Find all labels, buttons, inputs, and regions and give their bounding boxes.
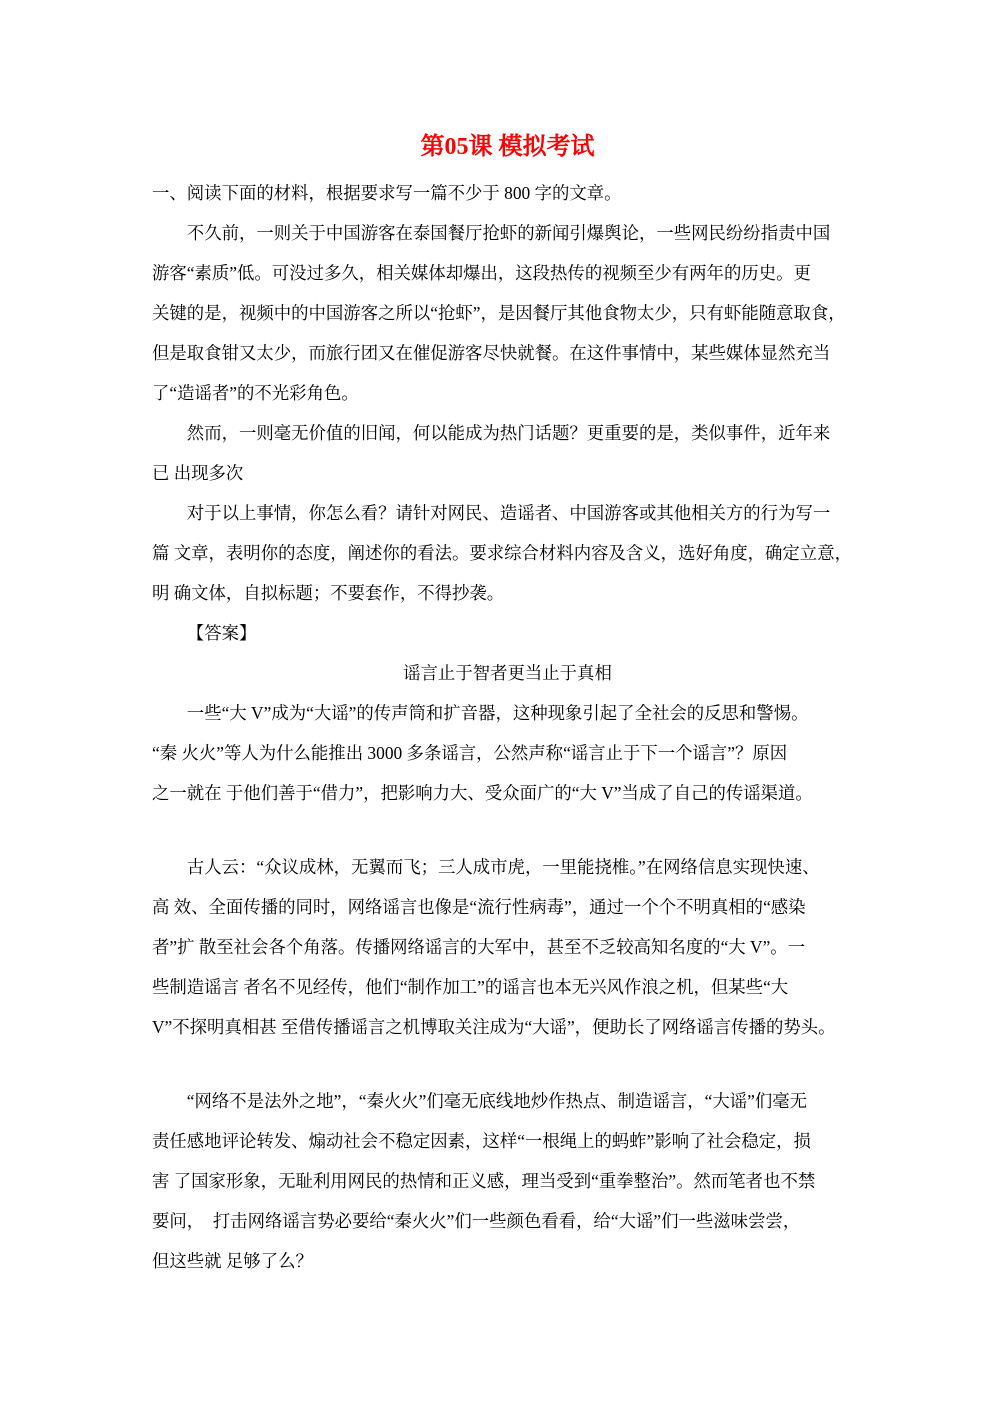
- essay-line: 一些“大 V”成为“大谣”的传声筒和扩音器，这种现象引起了全社会的反思和警惕。: [186, 703, 809, 723]
- essay-line: V”不探明真相甚 至借传播谣言之机博取关注成为“大谣”，便助长了网络谣言传播的势头。: [152, 1017, 836, 1037]
- material-line: 了“造谣者”的不光彩角色。: [152, 383, 359, 403]
- essay-line: 古人云：“众议成林，无翼而飞；三人成市虎，一里能挠椎。”在网络信息实现快速、: [186, 857, 820, 877]
- essay-line: 之一就在 于他们善于“借力”，把影响力大、受众面广的“大 V”当成了自己的传谣渠道。: [152, 783, 813, 803]
- essay-line: “秦 火火”等人为什么能推出 3000 多条谣言，公然声称“谣言止于下一个谣言”？原因: [152, 743, 788, 763]
- essay-line: 但这些就 足够了么？: [152, 1251, 313, 1271]
- material-line: 篇 文章，表明你的态度，阐述你的看法。要求综合材料内容及含义，选好角度，确定立意，: [152, 543, 852, 563]
- essay-line: 责任感地评论转发、煽动社会不稳定因素，这样“一根绳上的蚂蚱”影响了社会稳定，损: [152, 1131, 811, 1151]
- question-prompt: 一、阅读下面的材料，根据要求写一篇不少于 800 字的文章。: [152, 183, 622, 203]
- essay-line: 者”扩 散至社会各个角落。传播网络谣言的大军中，甚至不乏较高知名度的“大 V”。一: [152, 937, 806, 957]
- material-line: 不久前，一则关于中国游客在泰国餐厅抢虾的新闻引爆舆论，一些网民纷纷指责中国: [186, 223, 831, 243]
- essay-title: 谣言止于智者更当止于真相: [403, 663, 612, 683]
- essay-line: 要问， 打击网络谣言势必要给“秦火火”们一些颜色看看，给“大谣”们一些滋味尝尝，: [152, 1211, 801, 1231]
- material-line: 对于以上事情，你怎么看？请针对网民、造谣者、中国游客或其他相关方的行为写一: [186, 503, 831, 523]
- essay-line: 害 了国家形象，无耻利用网民的热情和正义感，理当受到“重拳整治”。然而笔者也不禁: [152, 1171, 816, 1191]
- material-line: 但是取食钳又太少，而旅行团又在催促游客尽快就餐。在这件事情中，某些媒体显然充当: [152, 343, 831, 363]
- answer-label: 【答案】: [186, 623, 257, 643]
- material-line: 明 确文体，自拟标题；不要套作，不得抄袭。: [152, 583, 505, 603]
- essay-line: “网络不是法外之地”，“秦火火”们毫无底线地炒作热点、制造谣言，“大谣”们毫无: [186, 1091, 808, 1111]
- material-line: 游客“素质”低。可没过多久，相关媒体却爆出，这段热传的视频至少有两年的历史。更: [152, 263, 811, 283]
- material-line: 关键的是，视频中的中国游客之所以“抢虾”，是因餐厅其他食物太少，只有虾能随意取食，: [152, 303, 846, 323]
- page-title: 第05课 模拟考试: [420, 134, 595, 160]
- essay-line: 高 效、全面传播的同时，网络谣言也像是“流行性病毒”，通过一个个不明真相的“感染: [152, 897, 806, 917]
- material-line: 然而，一则毫无价值的旧闻，何以能成为热门话题？更重要的是，类似事件，近年来: [186, 423, 831, 443]
- material-line: 已 出现多次: [152, 463, 244, 483]
- essay-line: 些制造谣言 者名不见经传，他们“制作加工”的谣言也本无兴风作浪之机，但某些“大: [152, 977, 789, 997]
